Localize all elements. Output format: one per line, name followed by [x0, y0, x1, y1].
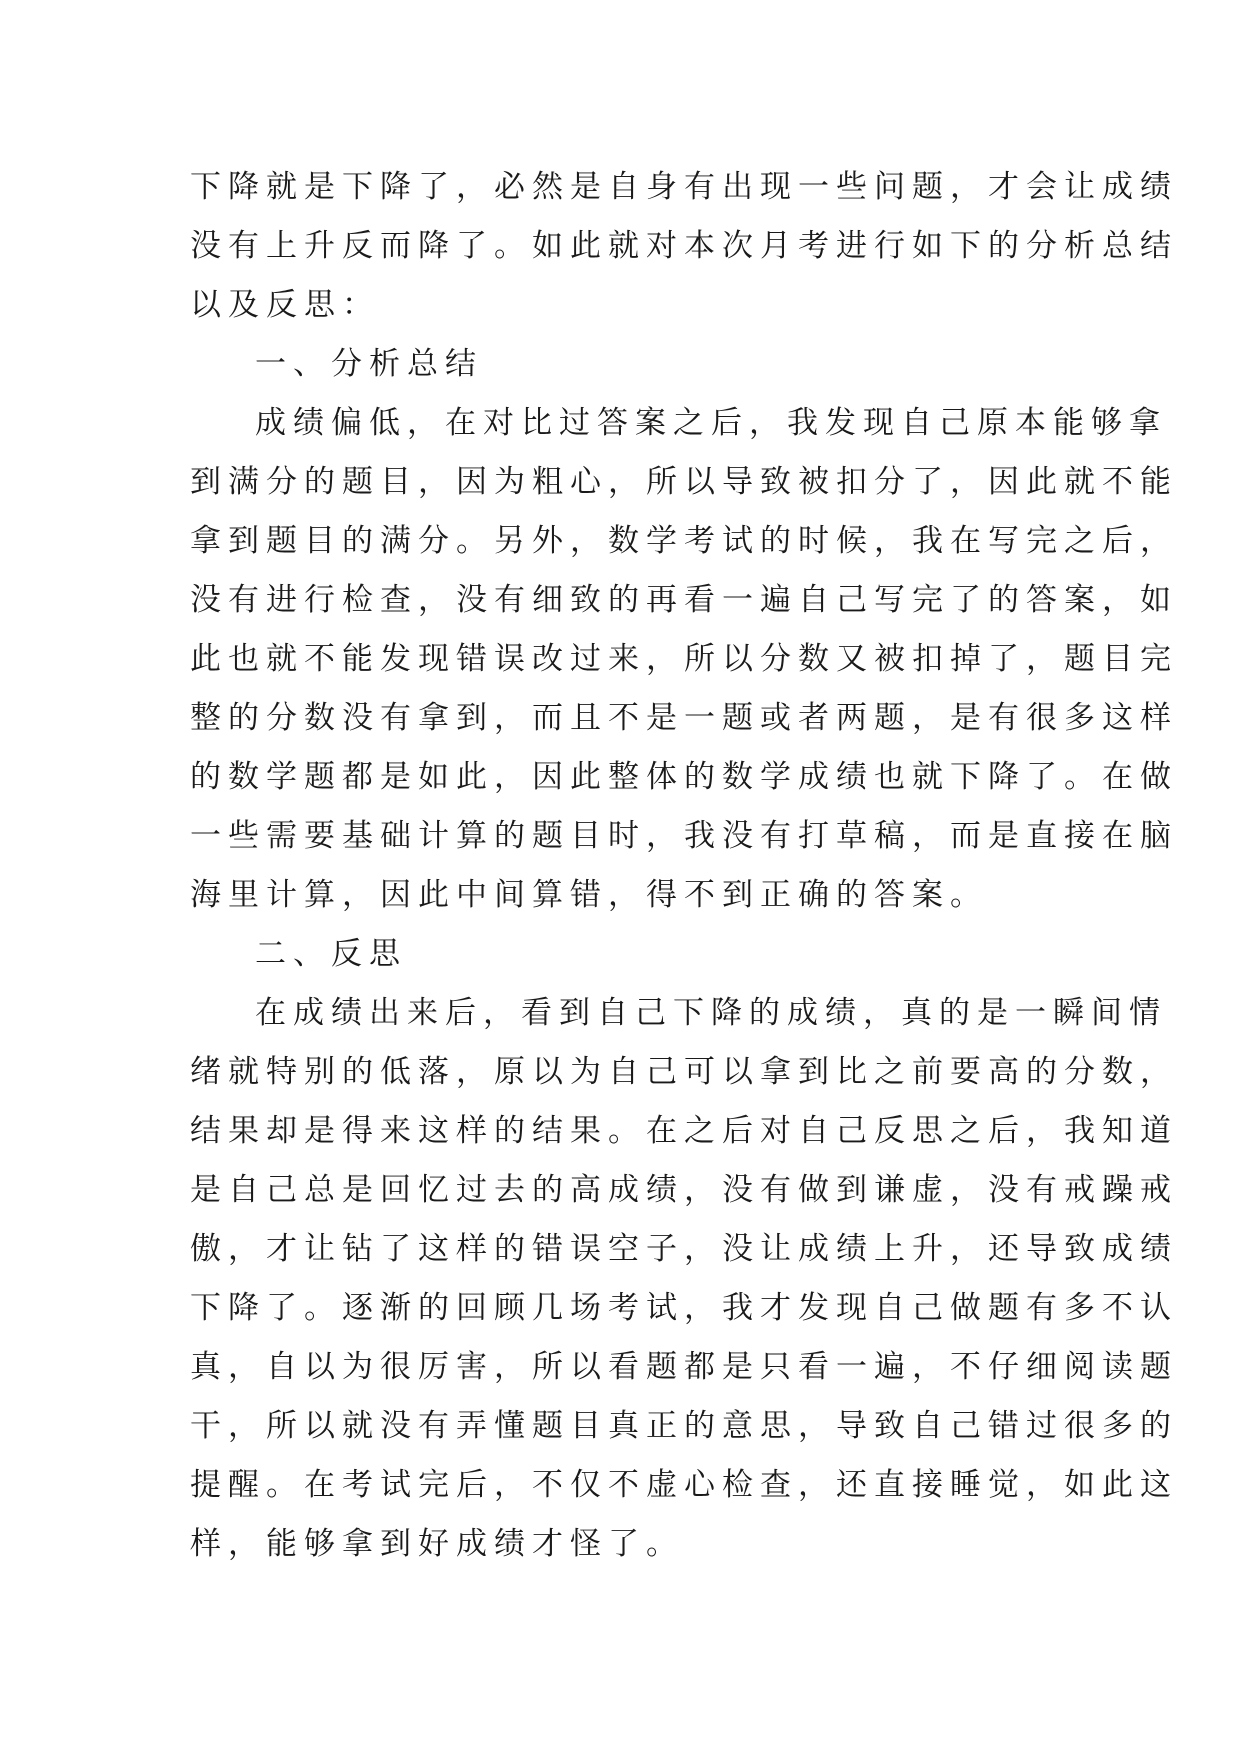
text-line: 提醒。在考试完后，不仅不虚心检查，还直接睡觉，如此这 — [190, 1467, 1178, 1503]
text-line: 样，能够拿到好成绩才怪了。 — [190, 1526, 684, 1562]
section-heading: 一、分析总结 — [255, 346, 483, 382]
text-line: 海里计算，因此中间算错，得不到正确的答案。 — [190, 877, 988, 913]
text-line: 在成绩出来后，看到自己下降的成绩，真的是一瞬间情 — [255, 995, 1167, 1031]
text-line: 是自己总是回忆过去的高成绩，没有做到谦虚，没有戒躁戒 — [190, 1172, 1178, 1208]
text-line: 结果却是得来这样的结果。在之后对自己反思之后，我知道 — [190, 1113, 1178, 1149]
text-line: 到满分的题目，因为粗心，所以导致被扣分了，因此就不能 — [190, 464, 1178, 500]
text-line: 下降了。逐渐的回顾几场考试，我才发现自己做题有多不认 — [190, 1290, 1178, 1326]
section-heading: 二、反思 — [255, 936, 407, 972]
text-line: 以及反思： — [190, 287, 380, 323]
text-line: 的数学题都是如此，因此整体的数学成绩也就下降了。在做 — [190, 759, 1178, 795]
text-line: 真，自以为很厉害，所以看题都是只看一遍，不仔细阅读题 — [190, 1349, 1178, 1385]
text-line: 没有进行检查，没有细致的再看一遍自己写完了的答案，如 — [190, 582, 1178, 618]
text-line: 绪就特别的低落，原以为自己可以拿到比之前要高的分数， — [190, 1054, 1178, 1090]
text-line: 傲，才让钻了这样的错误空子，没让成绩上升，还导致成绩 — [190, 1231, 1178, 1267]
text-line: 拿到题目的满分。另外，数学考试的时候，我在写完之后， — [190, 523, 1178, 559]
text-line: 下降就是下降了，必然是自身有出现一些问题，才会让成绩 — [190, 169, 1178, 205]
text-line: 整的分数没有拿到，而且不是一题或者两题，是有很多这样 — [190, 700, 1178, 736]
text-line: 此也就不能发现错误改过来，所以分数又被扣掉了，题目完 — [190, 641, 1178, 677]
text-line: 没有上升反而降了。如此就对本次月考进行如下的分析总结 — [190, 228, 1178, 264]
text-line: 一些需要基础计算的题目时，我没有打草稿，而是直接在脑 — [190, 818, 1178, 854]
text-line: 干，所以就没有弄懂题目真正的意思，导致自己错过很多的 — [190, 1408, 1178, 1444]
text-line: 成绩偏低，在对比过答案之后，我发现自己原本能够拿 — [255, 405, 1167, 441]
